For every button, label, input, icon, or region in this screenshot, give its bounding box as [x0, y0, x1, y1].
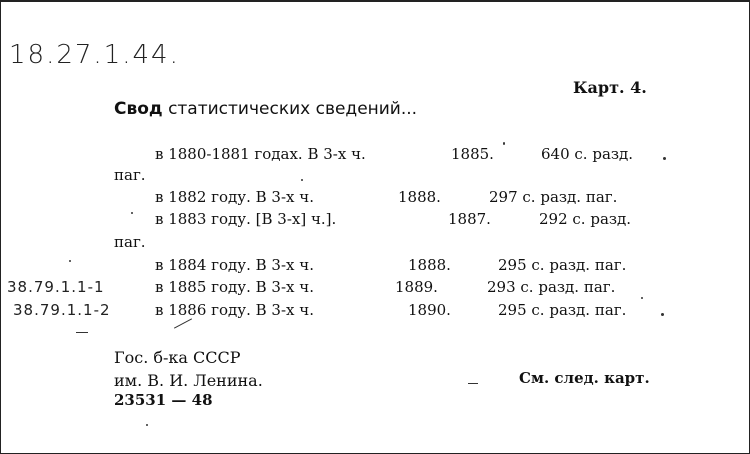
entry-pages-wrap: паг.: [114, 233, 146, 251]
card-number: Карт. 4.: [573, 78, 647, 97]
entry-pages-wrap: паг.: [114, 166, 146, 184]
scan-mark: [468, 383, 478, 384]
entry-pages: 292 с. разд.: [539, 210, 632, 228]
library-line-2: им. В. И. Ленина.: [114, 371, 263, 390]
handwritten-side-note-1: 38.79.1.1-1: [7, 278, 105, 296]
entry-pages: 295 с. разд. паг.: [498, 256, 627, 274]
order-number: 23531 — 48: [114, 391, 213, 409]
entry-pages: 295 с. разд. паг.: [498, 301, 627, 319]
entry-pages: 293 с. разд. паг.: [487, 278, 616, 296]
entry-years: в 1884 году. В 3-х ч.: [155, 256, 314, 274]
entry-pub-year: 1885.: [451, 145, 494, 163]
title-bold-word: Свод: [114, 99, 163, 119]
scan-speck: [146, 424, 148, 426]
entry-pages: 640 с. разд.: [541, 145, 634, 163]
handwritten-side-note-2: 38.79.1.1-2: [13, 301, 111, 319]
entry-pub-year: 1888.: [398, 188, 441, 206]
scan-speck: [661, 313, 664, 316]
entry-pub-year: 1888.: [408, 256, 451, 274]
entry-years: в 1885 году. В 3-х ч.: [155, 278, 314, 296]
scan-speck: [503, 142, 505, 145]
entry-pub-year: 1890.: [408, 301, 451, 319]
entry-years: в 1886 году. В 3-х ч.: [155, 301, 314, 319]
library-line-1: Гос. б-ка СССР: [114, 348, 241, 367]
scan-speck: [69, 260, 71, 262]
scan-mark: [174, 318, 192, 328]
entry-years: в 1883 году. [В 3-х] ч.].: [155, 210, 337, 228]
scan-speck: [301, 179, 303, 181]
scan-speck: [131, 212, 133, 214]
scan-mark: [76, 332, 88, 333]
handwritten-call-number: 18.27.1.44.: [9, 40, 180, 70]
entry-pub-year: 1889.: [395, 278, 438, 296]
scan-speck: [663, 157, 666, 160]
see-next-card: См. след. карт.: [519, 369, 650, 387]
entry-years: в 1882 году. В 3-х ч.: [155, 188, 314, 206]
card-title: [114, 99, 417, 119]
scan-speck: [641, 297, 643, 299]
entry-years: в 1880-1881 годах. В 3-х ч.: [155, 145, 366, 163]
entry-pages: 297 с. разд. паг.: [489, 188, 618, 206]
entry-pub-year: 1887.: [448, 210, 491, 228]
title-rest: статистических сведений...: [168, 99, 418, 119]
